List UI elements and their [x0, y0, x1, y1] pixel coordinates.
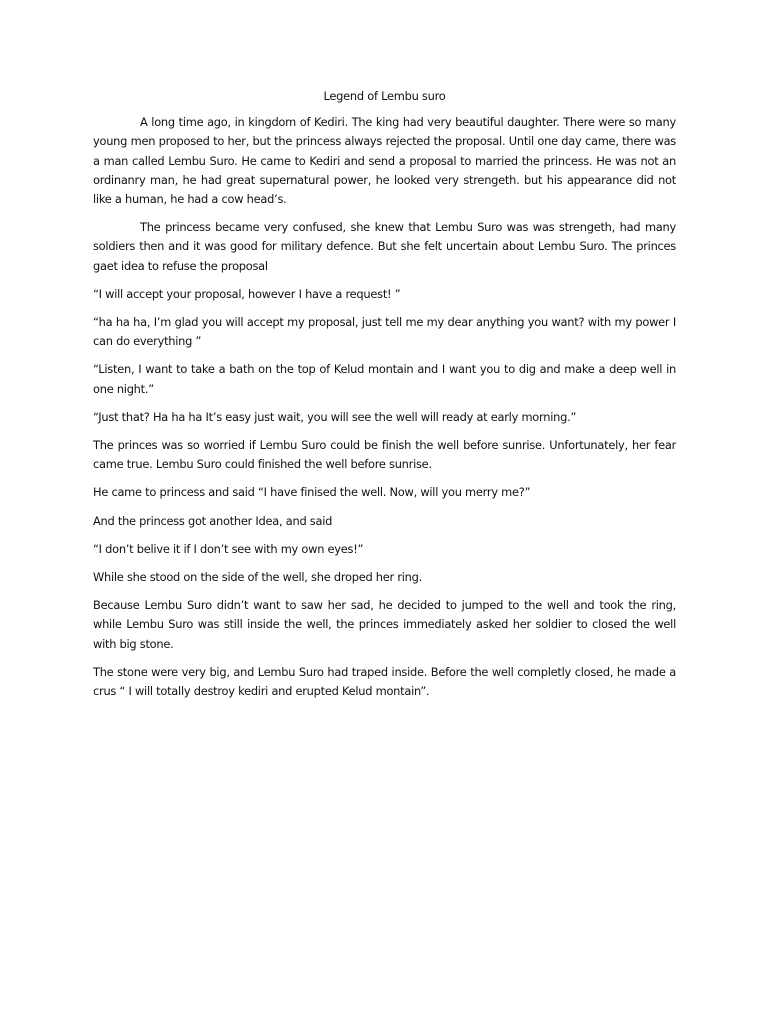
paragraph-1: A long time ago, in kingdom of Kediri. The king had very beautiful daughter. There were so many young men proposed to her, but the princess always rejected the proposal. Until one day came, there was a man called Lembu Suro. He came to Kediri and send a proposal to married the princess. He was not an ordinanry man, he had great supernatural power, he looked very strengeth. but his appearance did not like a human, he had a cow head’s.: [93, 115, 676, 207]
paragraph-2: The princess became very confused, she knew that Lembu Suro was was strengeth, had many soldiers then and it was good for military defence. But she felt uncertain about Lembu Suro. The princes gaet idea to refuse the proposal: [93, 220, 676, 273]
paragraph-11: While she stood on the side of the well, she droped her ring.: [93, 570, 423, 585]
paragraph-3: “I will accept your proposal, however I have a request! ”: [93, 286, 401, 301]
paragraph-7: The princes was so worried if Lembu Suro could be finish the well before sunrise. Unfortunately, her fear came true. Lembu Suro could finished the well before sunrise.: [93, 438, 676, 472]
paragraph-4: “ha ha ha, I’m glad you will accept my proposal, just tell me my dear anything you want? with my power I can do everything ”: [93, 315, 676, 349]
paragraph-6: “Just that? Ha ha ha It’s easy just wait, you will see the well will ready at early morning.”: [93, 409, 577, 424]
document-body: [93, 87, 676, 710]
paragraph-5: “Listen, I want to take a bath on the top of Kelud montain and I want you to dig and make a deep well in one night.”: [93, 362, 676, 396]
paragraph-8: He came to princess and said “I have finised the well. Now, will you merry me?”: [93, 485, 531, 500]
document-title: Legend of Lembu suro: [323, 89, 446, 103]
paragraph-10: “I don’t belive it if I don’t see with my own eyes!”: [93, 541, 364, 556]
paragraph-13: The stone were very big, and Lembu Suro had traped inside. Before the well completly closed, he made a crus “ I will totally destroy kediri and erupted Kelud montain”.: [93, 664, 676, 699]
paragraph-9: And the princess got another Idea, and said: [93, 513, 333, 528]
paragraph-12: Because Lembu Suro didn’t want to saw her sad, he decided to jumped to the well and took the ring, while Lembu Suro was still inside the well, the princes immediately asked her soldier to closed the well with big stone.: [93, 598, 676, 651]
